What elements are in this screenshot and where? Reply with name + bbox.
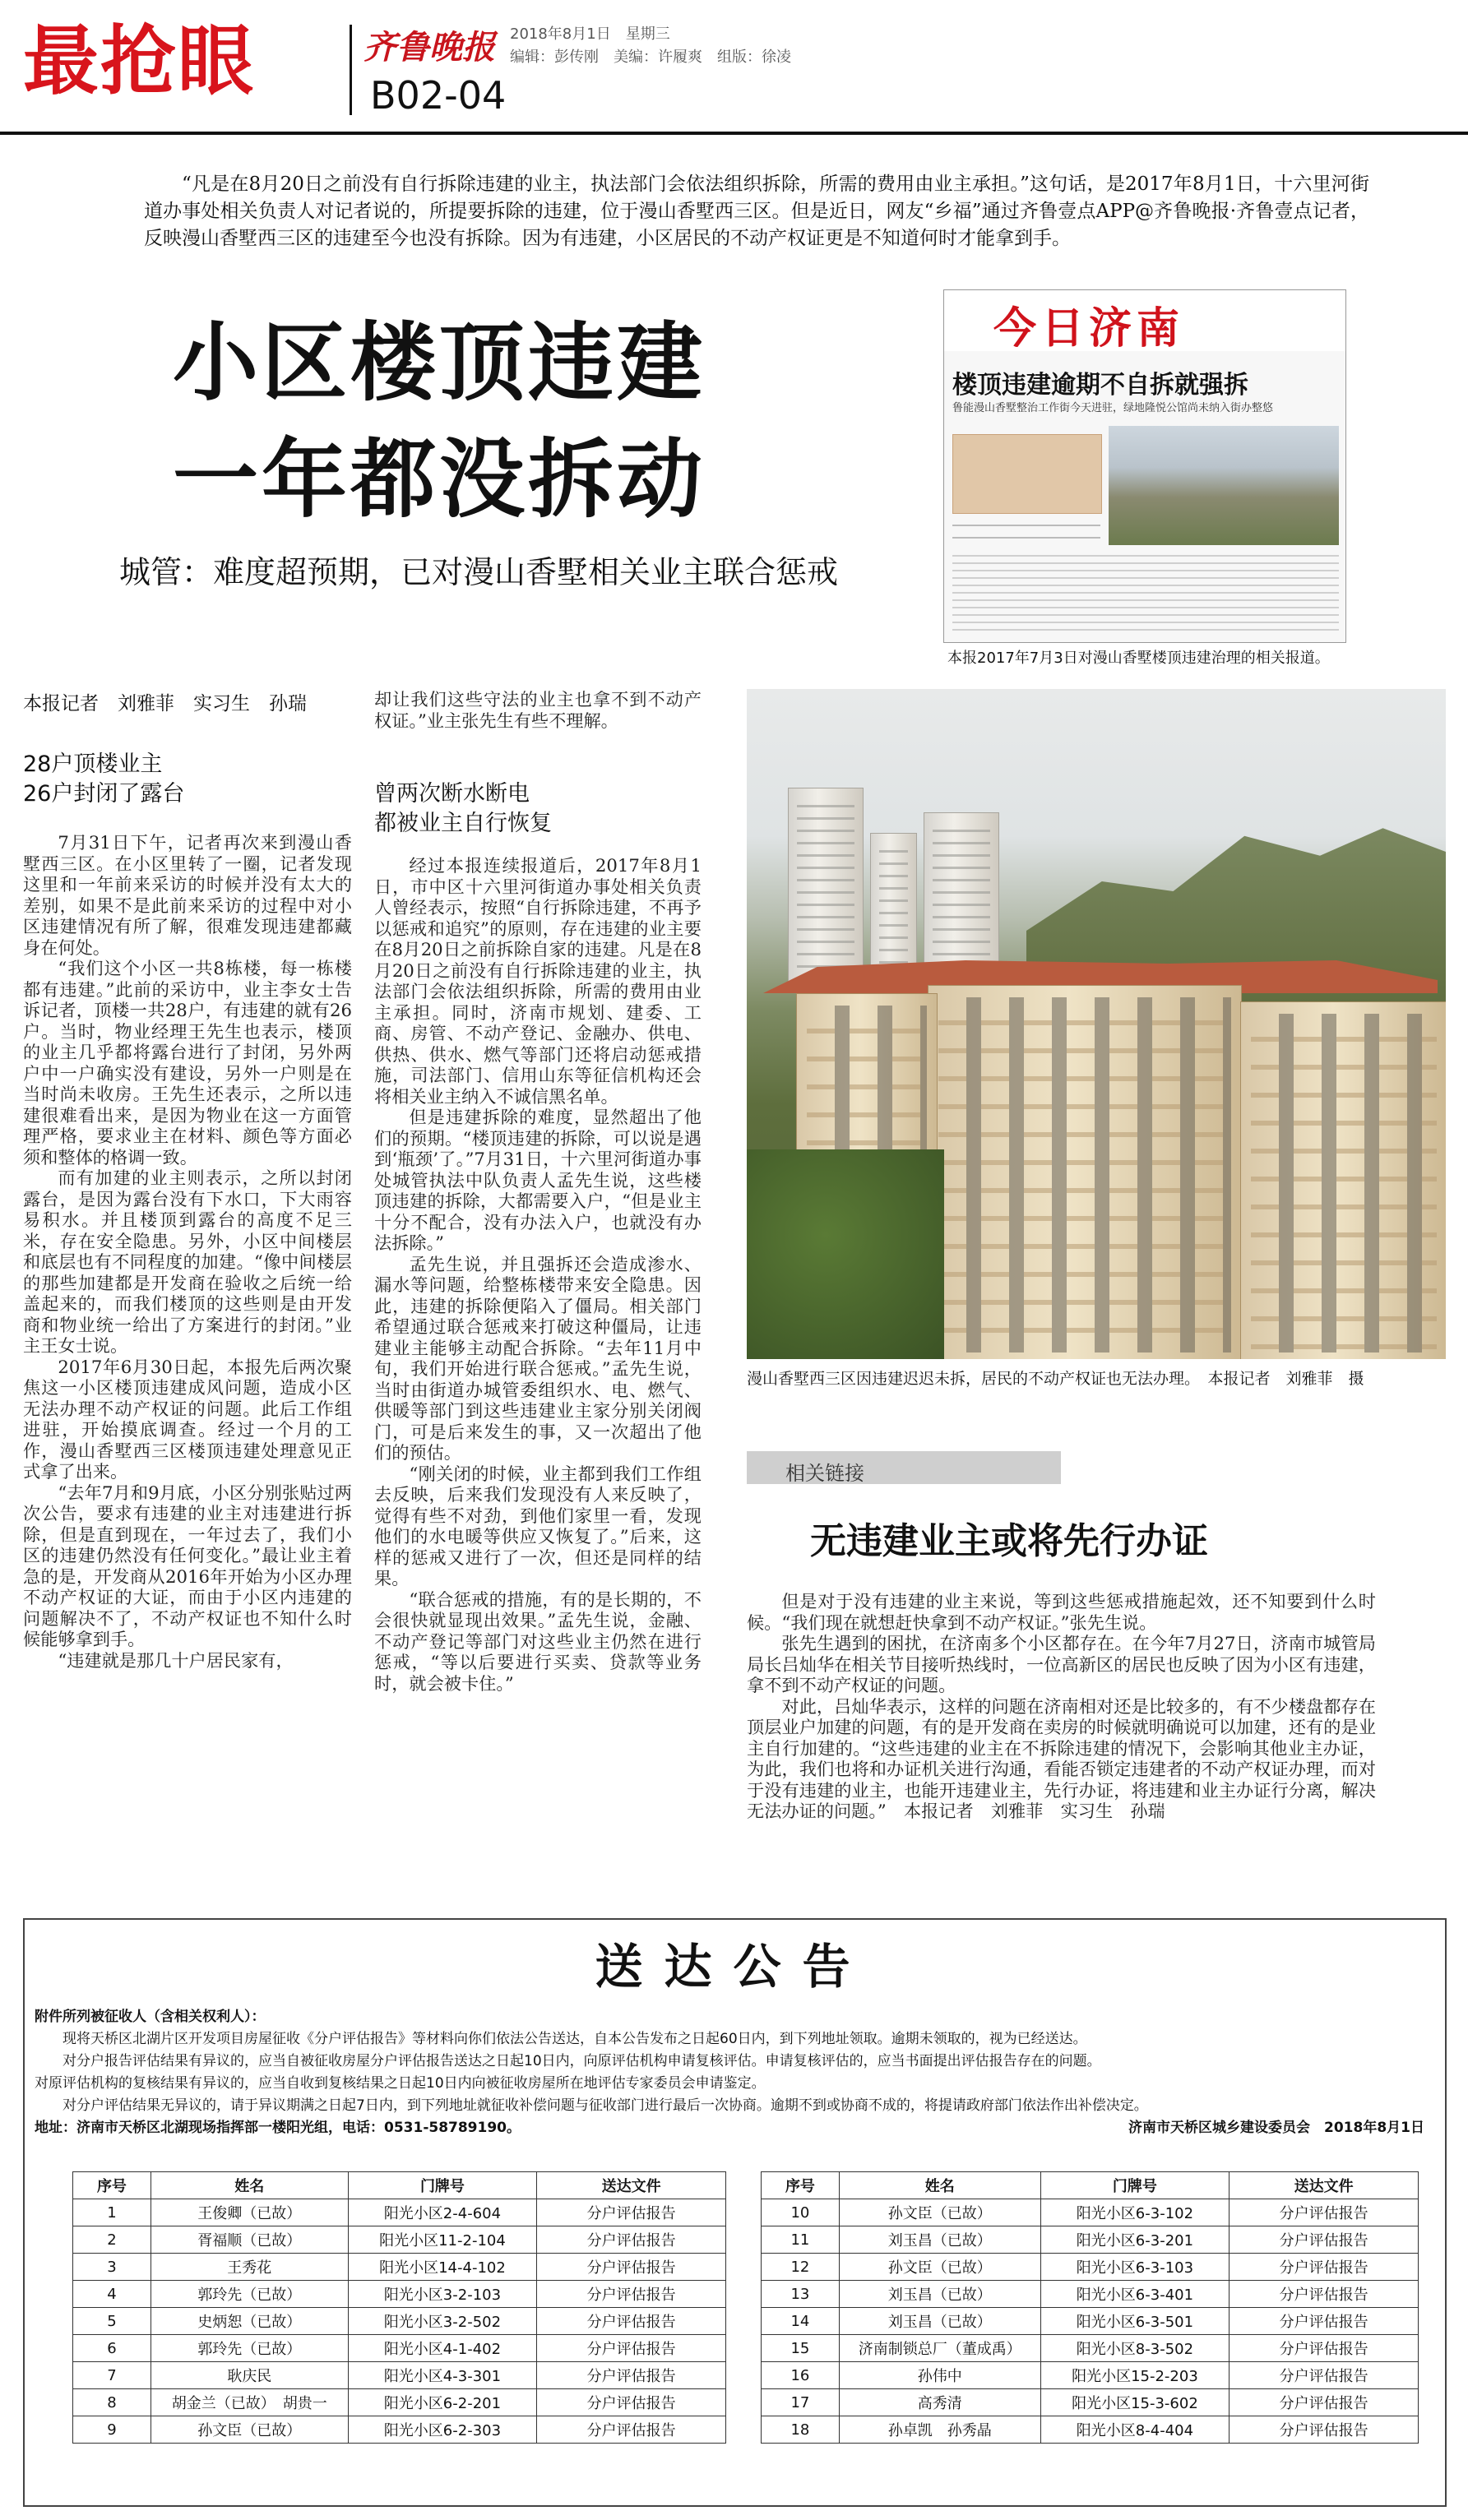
table-cell: 分户评估报告	[1230, 2335, 1419, 2362]
table-cell: 12	[762, 2254, 840, 2281]
related-headline: 无违建业主或将先行办证	[810, 1520, 1208, 1562]
table-cell: 阳光小区6-3-102	[1040, 2199, 1230, 2226]
table-cell: 阳光小区6-2-303	[348, 2416, 537, 2444]
table-row	[762, 2416, 1419, 2444]
section-heading-2	[374, 779, 552, 839]
lead-paragraph: “凡是在8月20日之前没有自行拆除违建的业主，执法部门会依法组织拆除，所需的费用由业主承担。”这句话，是2017年8月1日，十六里河街道办事处相关负责人对记者说的，所提要拆除的违建，位于漫山香墅西三区。但是近日，网友“乡福”通过齐鲁壹点APP@齐鲁晚报·齐鲁壹点记者，反映漫山香墅西三区的违建至今也没有拆除。因为有违建，小区居民的不动产权证更是不知道何时才能拿到手。	[144, 173, 1369, 249]
notice-title: 送达公告	[595, 1939, 872, 1995]
news-photo	[747, 689, 1446, 1359]
table-cell: 16	[762, 2362, 840, 2389]
table-row	[73, 2362, 726, 2389]
masthead-divider	[350, 25, 352, 115]
subheadline: 城管：难度超预期，已对漫山香墅相关业主联合惩戒	[119, 554, 839, 590]
table-cell: 分户评估报告	[1230, 2389, 1419, 2416]
table-header: 送达文件	[537, 2172, 726, 2199]
table-cell: 孙卓凯 孙秀晶	[839, 2416, 1040, 2444]
notice-issuer: 济南市天桥区城乡建设委员会 2018年8月1日	[1128, 2120, 1424, 2136]
table-cell: 阳光小区6-3-401	[1040, 2281, 1230, 2308]
paragraph: 2017年6月30日起，本报先后两次聚焦这一小区楼顶违建成风问题，造成小区无法办理不动产权证的问题。此后工作组进驻，开始摸底调查。经过一个月的工作，漫山香墅西三区楼顶违建处理意见正式拿了出来。	[23, 1356, 352, 1482]
table-cell: 分户评估报告	[537, 2335, 726, 2362]
table-cell: 刘玉昌（已故）	[839, 2226, 1040, 2254]
table-row	[762, 2281, 1419, 2308]
column-2-top	[374, 689, 702, 731]
headline-line-2: 一年都没拆动	[173, 429, 706, 529]
table-cell: 6	[73, 2335, 151, 2362]
table-cell: 阳光小区6-3-501	[1040, 2308, 1230, 2335]
table-header: 门牌号	[1040, 2172, 1230, 2199]
table-row	[73, 2254, 726, 2281]
related-tag: 相关链接	[785, 1462, 864, 1485]
article-column-1	[23, 832, 352, 1671]
table-cell: 阳光小区3-2-103	[348, 2281, 537, 2308]
table-cell: 刘玉昌（已故）	[839, 2308, 1040, 2335]
paragraph: 孟先生说，并且强拆还会造成渗水、漏水等问题，给整栋楼带来安全隐患。因此，违建的拆除便陷入了僵局。相关部门希望通过联合惩戒来打破这种僵局，让违建业主能够主动配合拆除。“去年11月中旬，我们开始进行联合惩戒。”孟先生说，当时由街道办城管委组织水、电、燃气、供暖等部门到这些违建业主家分别关闭阀门，可是后来发生的事，又一次超出了他们的预估。	[374, 1253, 702, 1463]
table-cell: 9	[73, 2416, 151, 2444]
table-cell: 分户评估报告	[1230, 2199, 1419, 2226]
tower-building	[788, 788, 864, 987]
table-cell: 孙伟中	[839, 2362, 1040, 2389]
table-cell: 10	[762, 2199, 840, 2226]
section-heading-line: 都被业主自行恢复	[374, 811, 552, 836]
table-cell: 阳光小区14-4-102	[348, 2254, 537, 2281]
table-row	[73, 2335, 726, 2362]
paragraph: “去年7月和9月底，小区分别张贴过两次公告，要求有违建的业主对违建进行拆除，但是直到现在，一年过去了，我们小区的违建仍然没有任何变化。”最让业主着急的是，开发商从2016年开始为小区办理不动产权证的大证，而由于小区内违建的问题解决不了，不动产权证也不知什么时候能够拿到手。	[23, 1482, 352, 1649]
notice-line: 对分户评估结果无异议的，请于异议期满之日起7日内，到下列地址就征收补偿问题与征收部门进行最后一次协商。逾期不到或协商不成的，将提请政府部门依法作出补偿决定。	[63, 2097, 1148, 2114]
table-cell: 11	[762, 2226, 840, 2254]
table-cell: 1	[73, 2199, 151, 2226]
table-cell: 耿庆民	[151, 2362, 348, 2389]
table-row	[762, 2308, 1419, 2335]
paragraph: “我们这个小区一共8栋楼，每一栋楼都有违建。”此前的采访中，业主李女士告诉记者，顶楼一共28户，有违建的就有26户。当时，物业经理王先生也表示，楼顶的业主几乎都将露台进行了封闭，另外两户中一户确实没有建设，另外一户则是在当时尚未收房。王先生还表示，之所以违建很难看出来，是因为物业在这一方面管理严格，要求业主在材料、颜色等方面必须和整体的格调一致。	[23, 958, 352, 1168]
notice-line: 附件所列被征收人（含相关权利人）：	[35, 2009, 266, 2025]
table-cell: 8	[73, 2389, 151, 2416]
paragraph: “刚关闭的时候，业主都到我们工作组去反映，后来我们发现没有人来反映了，觉得有些不对劲，到他们家里一看，发现他们的水电暖等供应又恢复了。”后来，这样的惩戒又进行了一次，但还是同样的结果。	[374, 1463, 702, 1588]
table-row	[762, 2335, 1419, 2362]
table-cell: 郭玲先（已故）	[151, 2335, 348, 2362]
notice-table-right	[761, 2171, 1419, 2444]
table-cell: 王秀花	[151, 2254, 348, 2281]
table-cell: 14	[762, 2308, 840, 2335]
paragraph: 但是违建拆除的难度，显然超出了他们的预期。“楼顶违建的拆除，可以说是遇到‘瓶颈’了。”7月31日，十六里河街道办事处城管执法中队负责人孟先生说，这些楼顶违建的拆除，大都需要入户，“但是业主十分不配合，没有办法入户，也就没有办法拆除。”	[374, 1107, 702, 1253]
archive-clipping	[943, 289, 1346, 643]
notice-text	[35, 2006, 1424, 2139]
table-cell: 分户评估报告	[537, 2416, 726, 2444]
table-cell: 阳光小区6-3-201	[1040, 2226, 1230, 2254]
table-cell: 2	[73, 2226, 151, 2254]
section-heading-line: 26户封闭了露台	[23, 781, 185, 807]
clipping-headline: 楼顶违建逾期不自拆就强拆	[952, 371, 1248, 400]
paragraph: 却让我们这些守法的业主也拿不到不动产权证。”业主张先生有些不理解。	[374, 689, 702, 731]
table-cell: 胡金兰（已故） 胡贵一	[151, 2389, 348, 2416]
table-cell: 17	[762, 2389, 840, 2416]
page-code: B02-04	[370, 73, 507, 118]
table-cell: 分户评估报告	[537, 2362, 726, 2389]
related-body	[747, 1591, 1376, 1822]
table-cell: 分户评估报告	[537, 2199, 726, 2226]
table-cell: 分户评估报告	[537, 2389, 726, 2416]
headline-line-1: 小区楼顶违建	[173, 312, 706, 413]
table-cell: 分户评估报告	[537, 2254, 726, 2281]
table-cell: 分户评估报告	[537, 2281, 726, 2308]
paragraph: “违建就是那几十户居民家有，	[58, 1649, 294, 1671]
notice-footer	[35, 2117, 1424, 2139]
table-cell: 18	[762, 2416, 840, 2444]
table-header: 序号	[73, 2172, 151, 2199]
section-title: 最抢眼	[23, 17, 256, 105]
table-cell: 3	[73, 2254, 151, 2281]
table-row	[762, 2226, 1419, 2254]
table-cell: 分户评估报告	[1230, 2281, 1419, 2308]
table-cell: 阳光小区15-3-602	[1040, 2389, 1230, 2416]
table-cell: 15	[762, 2335, 840, 2362]
section-heading-line: 28户顶楼业主	[23, 751, 163, 777]
table-cell: 阳光小区8-4-404	[1040, 2416, 1230, 2444]
section-heading-line: 曾两次断水断电	[374, 781, 530, 807]
table-cell: 阳光小区3-2-502	[348, 2308, 537, 2335]
clipping-logo: 今日济南	[993, 304, 1185, 354]
notice-line: 现将天桥区北湖片区开发项目房屋征收《分户评估报告》等材料向你们依法公告送达，自本公告发布之日起60日内，到下列地址领取。逾期未领取的，视为已经送达。	[63, 2031, 1087, 2047]
table-cell: 阳光小区8-3-502	[1040, 2335, 1230, 2362]
table-header: 门牌号	[348, 2172, 537, 2199]
table-header: 送达文件	[1230, 2172, 1419, 2199]
byline: 本报记者 刘雅菲 实习生 孙瑞	[23, 693, 307, 714]
paragraph: 但是对于没有违建的业主来说，等到这些惩戒措施起效，还不知要到什么时候。“我们现在就想赶快拿到不动产权证。”张先生说。	[747, 1591, 1376, 1633]
table-header: 序号	[762, 2172, 840, 2199]
paragraph: 7月31日下午，记者再次来到漫山香墅西三区。在小区里转了一圈，记者发现这里和一年前来采访的时候并没有太大的差别，如果不是此前来采访的过程中对小区违建情况有所了解，很难发现违建都藏身在何处。	[23, 832, 352, 958]
tower-building	[924, 812, 999, 987]
table-cell: 分户评估报告	[1230, 2362, 1419, 2389]
villa-building	[1240, 1001, 1446, 1359]
clipping-subhead: 鲁能漫山香墅整治工作街今天进驻，绿地隆悦公馆尚未纳入街办整悠	[952, 402, 1274, 414]
villa-building	[928, 985, 1242, 1359]
table-cell: 分户评估报告	[537, 2308, 726, 2335]
table-cell: 分户评估报告	[1230, 2308, 1419, 2335]
trees	[747, 1149, 944, 1359]
table-row	[73, 2281, 726, 2308]
headline	[173, 304, 929, 538]
table-row	[73, 2226, 726, 2254]
table-row	[73, 2416, 726, 2444]
clipping-caption: 本报2017年7月3日对漫山香墅楼顶违建治理的相关报道。	[947, 650, 1330, 667]
table-cell: 阳光小区6-3-103	[1040, 2254, 1230, 2281]
table-cell: 4	[73, 2281, 151, 2308]
table-row	[73, 2389, 726, 2416]
table-header: 姓名	[151, 2172, 348, 2199]
table-cell: 阳光小区6-2-201	[348, 2389, 537, 2416]
table-row	[762, 2199, 1419, 2226]
table-cell: 史炳恕（已故）	[151, 2308, 348, 2335]
table-cell: 分户评估报告	[537, 2226, 726, 2254]
article-column-2	[374, 855, 702, 1694]
clipping-text-block	[952, 555, 1339, 634]
masthead-rule	[0, 132, 1468, 135]
clipping-text-line	[952, 537, 1100, 539]
table-cell: 阳光小区15-2-203	[1040, 2362, 1230, 2389]
paragraph: 对此，吕灿华表示，这样的问题在济南相对还是比较多的，有不少楼盘都存在顶层业户加建的问题，有的是开发商在卖房的时候就明确说可以加建，还有的是业主自行加建的。“这些违建的业主在不拆除违建的情况下，会影响其他业主办证，为此，我们也将和办证机关进行沟通，看能否锁定违建者的不动产权证办理，而对于没有违建的业主，也能开违建业主，先行办证，将违建和业主办证行分离，解决无法办证的问题。” 本报记者 刘雅菲 实习生 孙瑞	[747, 1695, 1376, 1821]
table-row	[73, 2308, 726, 2335]
table-cell: 分户评估报告	[1230, 2416, 1419, 2444]
table-row	[762, 2362, 1419, 2389]
paper-logo: 齐鲁晚报	[364, 28, 495, 67]
clipping-text-line	[952, 525, 1100, 526]
table-cell: 7	[73, 2362, 151, 2389]
table-cell: 刘玉昌（已故）	[839, 2281, 1040, 2308]
staff-line: 编辑：彭传刚 美编：许履爽 组版：徐凌	[510, 49, 791, 66]
table-cell: 济南制锁总厂（董成禹）	[839, 2335, 1040, 2362]
table-cell: 阳光小区4-3-301	[348, 2362, 537, 2389]
notice-line: 对原评估机构的复核结果有异议的，应当自收到复核结果之日起10日内向被征收房屋所在地评估专家委员会申请鉴定。	[35, 2075, 766, 2092]
table-cell: 王俊卿（已故）	[151, 2199, 348, 2226]
paragraph: 而有加建的业主则表示，之所以封闭露台，是因为露台没有下水口，下大雨容易积水。并且楼顶到露台的高度不足三米，存在安全隐患。另外，小区中间楼层和底层也有不同程度的加建。“像中间楼层的那些加建都是开发商在验收之后统一给盖起来的，而我们楼顶的这些则是由开发商和物业统一给出了方案进行的封闭。”业主王女士说。	[23, 1168, 352, 1356]
table-row	[73, 2199, 726, 2226]
section-heading-1	[23, 750, 184, 809]
table-cell: 孙文臣（已故）	[839, 2199, 1040, 2226]
masthead-meta	[510, 23, 791, 69]
paragraph: “联合惩戒的措施，有的是长期的，不会很快就显现出效果。”孟先生说，金融、不动产登记等部门对这些业主仍然在进行惩戒，“等以后要进行买卖、贷款等业务时，就会被卡住。”	[374, 1588, 702, 1694]
table-cell: 阳光小区11-2-104	[348, 2226, 537, 2254]
table-cell: 分户评估报告	[1230, 2254, 1419, 2281]
photo-caption: 漫山香墅西三区因违建迟迟未拆，居民的不动产权证也无法办理。 本报记者 刘雅菲 摄	[747, 1370, 1364, 1388]
table-cell: 分户评估报告	[1230, 2226, 1419, 2254]
table-cell: 阳光小区4-1-402	[348, 2335, 537, 2362]
table-row	[762, 2254, 1419, 2281]
paragraph: 经过本报连续报道后，2017年8月1日，市中区十六里河街道办事处相关负责人曾经表示，按照“自行拆除违建，不再予以惩戒和追究”的原则，存在违建的业主要在8月20日之前拆除自家的违建。凡是在8月20日之前没有自行拆除违建的业主，执法部门会依法组织拆除，所需的费用由业主承担。同时，济南市规划、建委、工商、房管、不动产登记、金融办、供电、供热、供水、燃气等部门还将启动惩戒措施，司法部门、信用山东等征信机构还会将相关业主纳入不诚信黑名单。	[374, 855, 702, 1107]
table-cell: 5	[73, 2308, 151, 2335]
table-cell: 郭玲先（已故）	[151, 2281, 348, 2308]
notice-address: 地址：济南市天桥区北湖现场指挥部一楼阳光组，电话：0531-58789190。	[35, 2120, 521, 2136]
paragraph: 张先生遇到的困扰，在济南多个小区都存在。在今年7月27日，济南市城管局局长吕灿华在相关节目接听热线时，一位高新区的居民也反映了因为小区有违建，拿不到不动产权证的问题。	[747, 1633, 1376, 1695]
table-cell: 胥福顺（已故）	[151, 2226, 348, 2254]
clipping-thumbnail	[952, 434, 1102, 514]
clipping-photo	[1109, 426, 1339, 545]
table-cell: 13	[762, 2281, 840, 2308]
table-cell: 孙文臣（已故）	[839, 2254, 1040, 2281]
notice-line: 对分户报告评估结果有异议的，应当自被征收房屋分户评估报告送达之日起10日内，向原评估机构申请复核评估。申请复核评估的，应当书面提出评估报告存在的问题。	[63, 2053, 1101, 2069]
table-cell: 阳光小区2-4-604	[348, 2199, 537, 2226]
table-header: 姓名	[839, 2172, 1040, 2199]
table-cell: 高秀清	[839, 2389, 1040, 2416]
table-row	[762, 2389, 1419, 2416]
notice-table-left	[72, 2171, 726, 2444]
date-line: 2018年8月1日 星期三	[510, 25, 670, 43]
table-cell: 孙文臣（已故）	[151, 2416, 348, 2444]
